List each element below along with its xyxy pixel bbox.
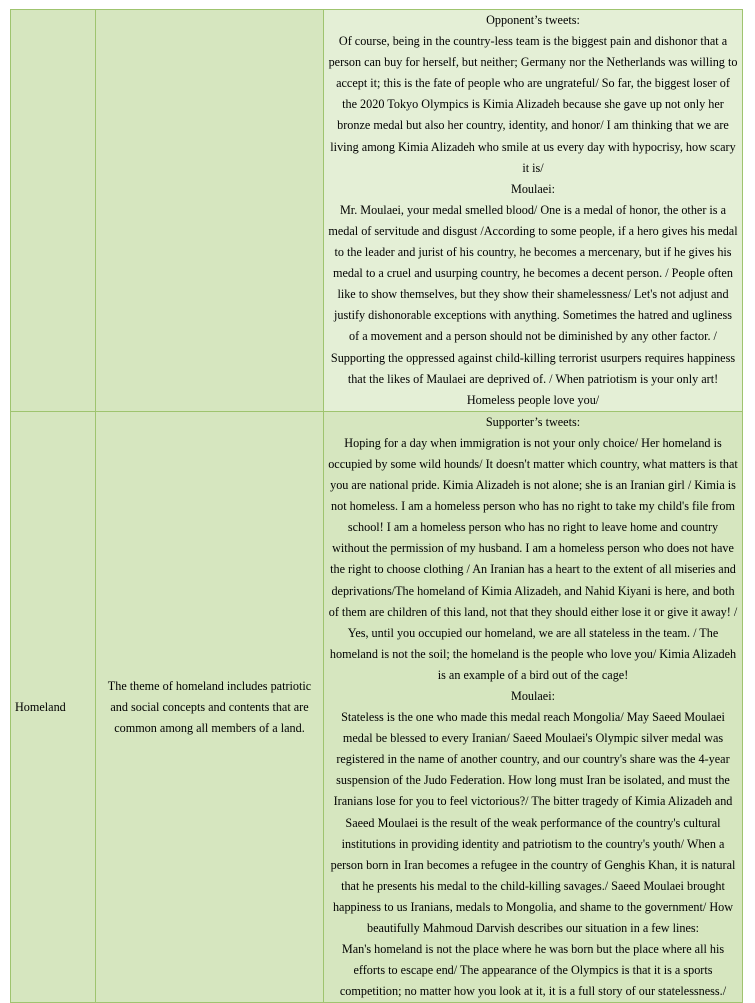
- tweets-cell: [324, 411, 743, 1003]
- moulaei-heading: Moulaei:: [510, 181, 555, 196]
- supporter-tweets-text: Hoping for a day when immigration is not your only choice/ Her homeland is occupied by some wild hounds/ It doesn't matter which country, what matters is that you are national pride. Kimia Alizadeh is not alone; she is an Iranian girl / Kimia is not homeless. I am a homeless person who has no right to take my child's file from school! I am a homeless person who has no right to leave home and country without the permission of my husband. I am a homeless person who does not have the right to choose clothing / An Iranian has a heart to the extent of all miseries and deprivations/The homeland of Kimia Alizadeh, and Nahid Kiyani is here, and both of them are children of this land, not that they should either lose it or give it away! / Yes, until you occupied our homeland, we are all stateless in the team. / The homeland is not the soil; the homeland is the people who love you/ Kimia Alizadeh is an example of a bird out of the cage!: [328, 435, 738, 682]
- quote-text: Man's homeland is not the place where he was born but the place where all his efforts to escape end/ The appearance of the Olympics is that it is a sports competition; no matter how you look at it, it is a full story of our statelessness./: [339, 942, 727, 999]
- moulaei-heading: Moulaei:: [510, 689, 555, 703]
- opponent-tweets-text: Of course, being in the country-less team is the biggest pain and dishonor that a person can buy for herself, but neither; Germany nor the Netherlands was willing to accept it; this is the fate of people who are ungrateful/ So far, the biggest loser of the 2020 Tokyo Olympics is Kimia Alizadeh because she gave up not only her bronze medal but also her country, identity, and honor/ I am thinking that we are living among Kimia Alizadeh who smile at us every day with hypocrisy, how scary it is/: [328, 34, 738, 175]
- definition-cell: The theme of homeland includes patriotic and social concepts and contents that are common among all members of a land.: [96, 411, 324, 1003]
- supporter-tweets-heading: Supporter’s tweets:: [485, 414, 581, 429]
- table-row: [11, 10, 743, 412]
- moulaei-tweets-text: Mr. Moulaei, your medal smelled blood/ One is a medal of honor, the other is a medal of servitude and disgust /According to some people, if a hero gives his medal to the leader and jurist of his country, he becomes a mercenary, but if he gives his medal to a cruel and usurping country, he becomes a decent person. / People often like to show themselves, but they show their shamelessness/ Let's not adjust and justify dishonorable exceptions with anything. Sometimes the hatred and ugliness of a movement and a person should not be diminished by any other factor. / Supporting the oppressed against child-killing terrorist usurpers requires happiness that the likes of Maulaei are deprived of. / When patriotism is your only art!: [328, 202, 738, 386]
- moulaei-tweets-text: Stateless is the one who made this medal reach Mongolia/ May Saeed Moulaei medal be blessed to every Iranian/ Saeed Moulaei's Olympic silver medal was registered in the name of another country, and our country's share was the 4-year suspension of the Judo Federation. How long must Iran be isolated, and must the Iranians lose for you to feel victorious?/ The bitter tragedy of Kimia Alizadeh and Saeed Moulaei is the result of the weak performance of the country's cultural institutions in providing identity and patriotism to the country's youth/ When a person born in Iran becomes a refugee in the country of Genghis Khan, it is natural that he presents his medal to the child-killing savages./ Saeed Moulaei brought happiness to us Iranians, medals to Mongolia, and shame to the government/ How beautifully Mahmoud Darvish describes our situation in a few lines:: [330, 710, 736, 936]
- category-cell: [11, 10, 96, 412]
- closing-tweet-text: Homeless people love you/: [466, 392, 600, 407]
- definition-cell: [96, 10, 324, 412]
- opponent-tweets-heading: Opponent’s tweets:: [486, 13, 580, 27]
- table-row: [11, 411, 743, 1003]
- themes-table: [10, 9, 743, 1003]
- category-cell: Homeland: [11, 411, 96, 1003]
- tweets-cell: [324, 10, 743, 412]
